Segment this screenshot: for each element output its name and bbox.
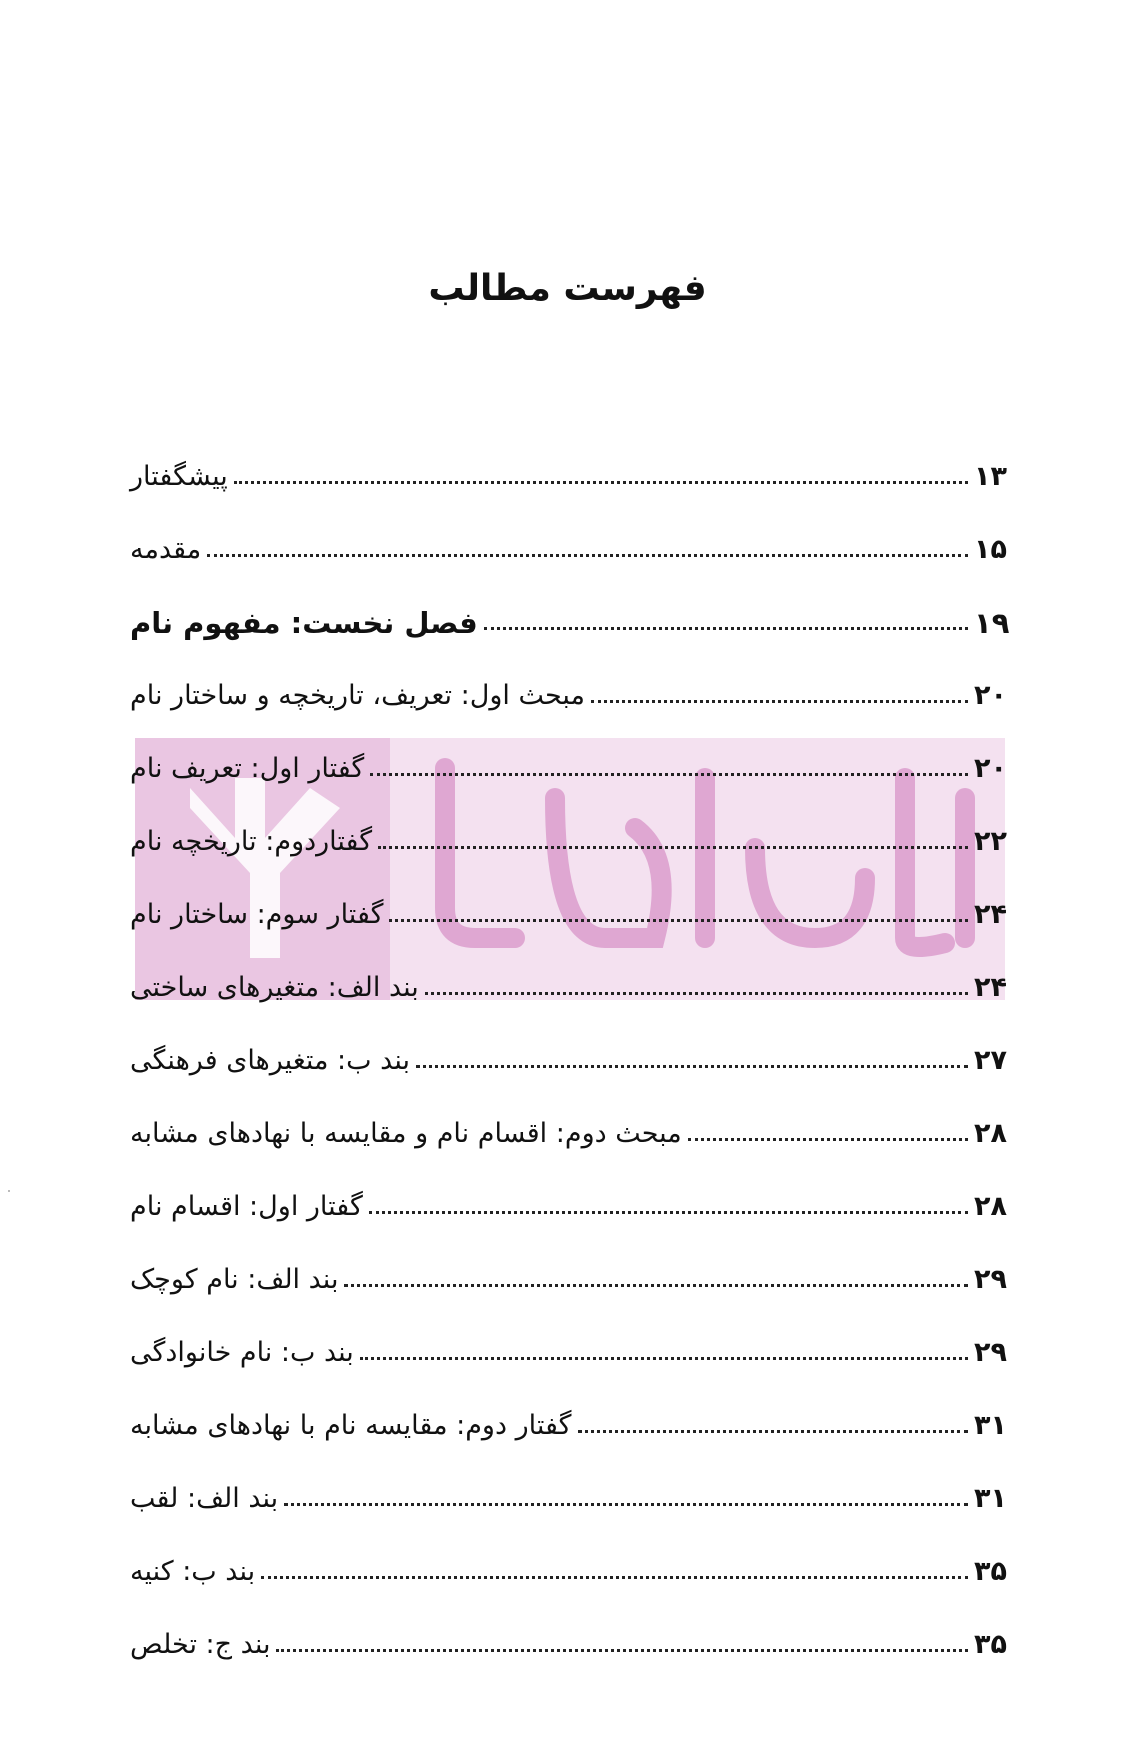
- toc-entry-label: بند الف: متغیرهای ساختی: [130, 972, 419, 1003]
- toc-entry-page: ۲۹: [974, 1264, 1007, 1295]
- dot-leader: [284, 1503, 968, 1506]
- dot-leader: [344, 1284, 968, 1287]
- toc-chapter-entry[interactable]: [130, 586, 1010, 659]
- toc-entry[interactable]: [130, 513, 1010, 586]
- toc-entry-page: ۱۵: [974, 534, 1007, 565]
- toc-entry-label: گفتار دوم: مقایسه نام با نهادهای مشابه: [130, 1410, 572, 1441]
- toc-entry-page: ۲۷: [974, 1045, 1007, 1076]
- dot-leader: [234, 481, 968, 484]
- toc-entry-page: ۲۴: [974, 899, 1007, 930]
- toc-entry-page: ۲۹: [974, 1337, 1007, 1368]
- toc-entry[interactable]: [130, 1243, 1010, 1316]
- toc-entry-label: مقدمه: [130, 534, 202, 565]
- dot-leader: [425, 992, 968, 995]
- toc-entry-page: ۲۴: [974, 972, 1007, 1003]
- toc-entry[interactable]: [130, 1316, 1010, 1389]
- toc-entry-page: ۲۰: [974, 680, 1007, 711]
- toc-entry-label: گفتار سوم: ساختار نام: [130, 899, 384, 930]
- dot-leader: [370, 773, 968, 776]
- page-title: فهرست مطالب: [428, 268, 707, 309]
- toc-entry-page: ۲۰: [974, 753, 1007, 784]
- dot-leader: [369, 1211, 968, 1214]
- toc-entry[interactable]: [130, 1462, 1010, 1535]
- toc-entry-page: ۳۱: [974, 1483, 1007, 1514]
- dot-leader: [261, 1576, 968, 1579]
- toc-entry-label: بند الف: لقب: [130, 1483, 279, 1514]
- dot-leader: [276, 1649, 968, 1652]
- toc-entry-label: مبحث دوم: اقسام نام و مقایسه با نهادهای مشابه: [130, 1118, 682, 1149]
- dot-leader: [591, 700, 968, 703]
- toc-entry-label: فصل نخست: مفهوم نام: [130, 605, 478, 640]
- toc-entry-page: ۳۱: [974, 1410, 1007, 1441]
- dot-leader: [207, 554, 968, 557]
- toc-entry[interactable]: [130, 1024, 1010, 1097]
- toc-entry-label: بند ج: تخلص: [130, 1629, 271, 1660]
- toc-entry-label: بند ب: نام خانوادگی: [130, 1337, 354, 1368]
- table-of-contents: [130, 440, 1010, 1681]
- toc-entry[interactable]: [130, 1389, 1010, 1462]
- toc-entry-label: بند ب: متغیرهای فرهنگی: [130, 1045, 410, 1076]
- toc-entry-label: بند الف: نام کوچک: [130, 1264, 339, 1295]
- toc-entry-label: گفتاردوم: تاریخچه نام: [130, 826, 373, 857]
- toc-entry-page: ۲۸: [974, 1191, 1007, 1222]
- dot-leader: [688, 1138, 968, 1141]
- dot-leader: [389, 919, 968, 922]
- dot-leader: [578, 1430, 969, 1433]
- toc-entry[interactable]: [130, 878, 1010, 951]
- toc-entry-page: ۳۵: [974, 1629, 1007, 1660]
- toc-entry[interactable]: [130, 1535, 1010, 1608]
- toc-entry[interactable]: [130, 951, 1010, 1024]
- toc-entry-label: گفتار اول: اقسام نام: [130, 1191, 363, 1222]
- margin-speck: [8, 1190, 10, 1192]
- toc-entry[interactable]: [130, 1097, 1010, 1170]
- dot-leader: [484, 627, 968, 630]
- dot-leader: [360, 1357, 968, 1360]
- toc-entry[interactable]: [130, 659, 1010, 732]
- toc-entry-label: گفتار اول: تعریف نام: [130, 753, 365, 784]
- toc-entry-page: ۲۲: [974, 826, 1007, 857]
- dot-leader: [378, 846, 968, 849]
- toc-entry[interactable]: [130, 805, 1010, 878]
- toc-entry-label: بند ب: کنیه: [130, 1556, 256, 1587]
- toc-entry[interactable]: [130, 732, 1010, 805]
- toc-entry-page: ۱۳: [974, 461, 1007, 492]
- toc-entry-label: مبحث اول: تعریف، تاریخچه و ساختار نام: [130, 680, 585, 711]
- toc-entry[interactable]: [130, 1608, 1010, 1681]
- toc-entry-page: ۱۹: [974, 605, 1010, 640]
- toc-entry[interactable]: [130, 440, 1010, 513]
- toc-entry-page: ۳۵: [974, 1556, 1007, 1587]
- toc-entry[interactable]: [130, 1170, 1010, 1243]
- toc-entry-page: ۲۸: [974, 1118, 1007, 1149]
- toc-entry-label: پیشگفتار: [130, 461, 228, 492]
- dot-leader: [416, 1065, 968, 1068]
